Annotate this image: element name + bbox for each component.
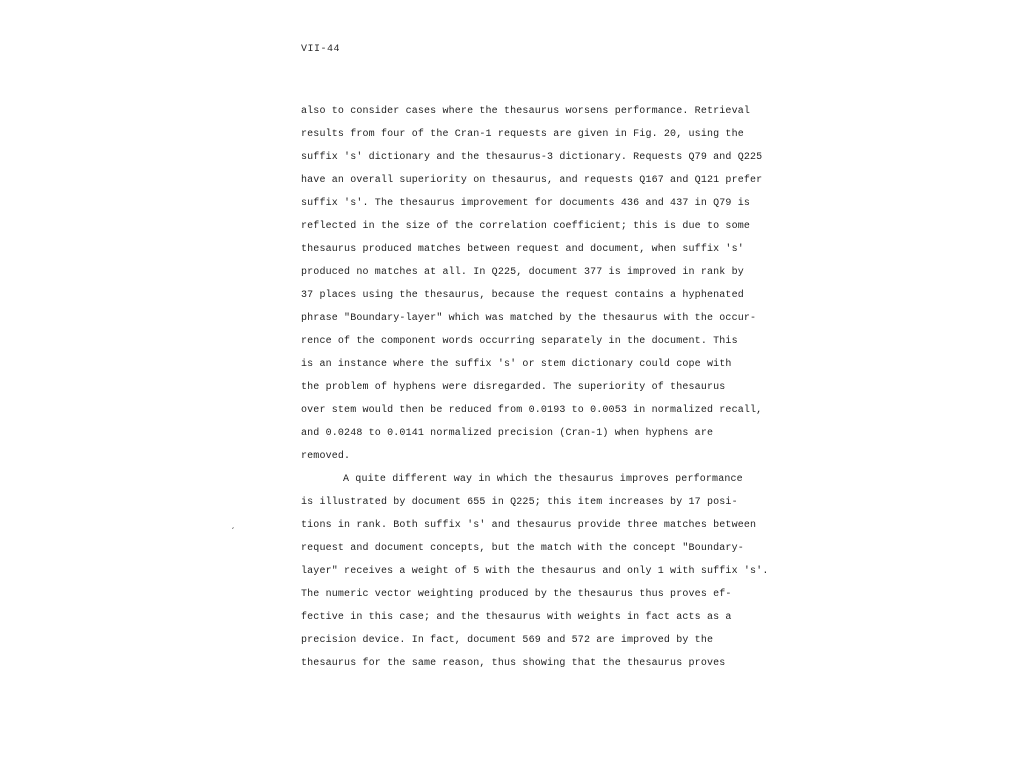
text-line: fective in this case; and the thesaurus with weights in fact acts as a [301, 612, 732, 623]
text-line: layer" receives a weight of 5 with the thesaurus and only 1 with suffix 's'. [301, 566, 769, 577]
text-line: thesaurus produced matches between request and document, when suffix 's' [301, 244, 744, 255]
margin-mark: ˏ [230, 520, 237, 531]
text-line: precision device. In fact, document 569 and 572 are improved by the [301, 635, 714, 646]
text-line: results from four of the Cran-1 requests are given in Fig. 20, using the [301, 129, 744, 140]
text-line: request and document concepts, but the match with the concept "Boundary- [301, 543, 744, 554]
text-line: and 0.0248 to 0.0141 normalized precision (Cran-1) when hyphens are [301, 428, 714, 439]
text-line: 37 places using the thesaurus, because the request contains a hyphenated [301, 290, 744, 301]
paragraph-start-line: A quite different way in which the thesaurus improves performance [343, 474, 743, 485]
text-line: over stem would then be reduced from 0.0193 to 0.0053 in normalized recall, [301, 405, 763, 416]
text-line: phrase "Boundary-layer" which was matched by the thesaurus with the occur- [301, 313, 757, 324]
text-line: tions in rank. Both suffix 's' and thesaurus provide three matches between [301, 520, 757, 531]
body-text [301, 104, 769, 679]
text-line: rence of the component words occurring separately in the document. This [301, 336, 738, 347]
text-line: is an instance where the suffix 's' or stem dictionary could cope with [301, 359, 732, 370]
text-line: The numeric vector weighting produced by the thesaurus thus proves ef- [301, 589, 732, 600]
text-line: suffix 's' dictionary and the thesaurus-3 dictionary. Requests Q79 and Q225 [301, 152, 763, 163]
text-line: suffix 's'. The thesaurus improvement for documents 436 and 437 in Q79 is [301, 198, 751, 209]
text-line: is illustrated by document 655 in Q225; this item increases by 17 posi- [301, 497, 738, 508]
text-line: removed. [301, 451, 351, 462]
text-line: have an overall superiority on thesaurus, and requests Q167 and Q121 prefer [301, 175, 763, 186]
text-line: reflected in the size of the correlation coefficient; this is due to some [301, 221, 751, 232]
text-line: also to consider cases where the thesaurus worsens performance. Retrieval [301, 106, 751, 117]
text-line: thesaurus for the same reason, thus showing that the thesaurus proves [301, 658, 726, 669]
text-line: the problem of hyphens were disregarded. The superiority of thesaurus [301, 382, 726, 393]
page-number: VII-44 [301, 44, 341, 55]
text-line: produced no matches at all. In Q225, document 377 is improved in rank by [301, 267, 744, 278]
